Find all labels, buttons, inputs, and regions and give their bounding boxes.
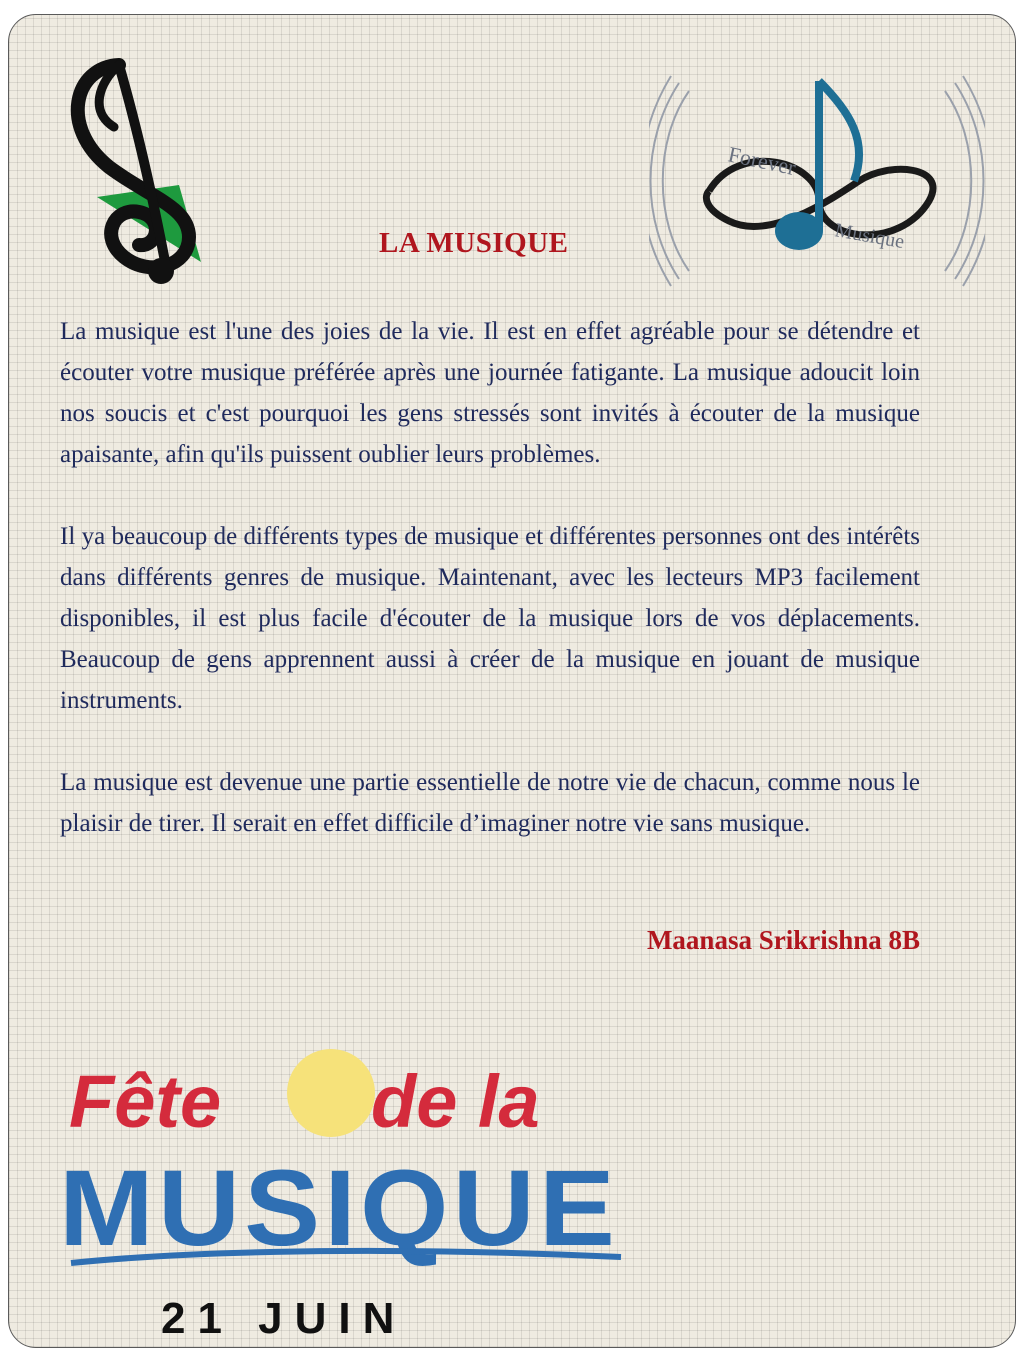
document-page [8,14,1016,1348]
page-title: LA MUSIQUE [379,227,569,259]
paragraph: La musique est l'une des joies de la vie. Il est en effet agréable pour se détendre et écouter votre musique préférée après une journée fatigante. La musique adoucit loin nos soucis et c'est pourquoi les gens stressés sont invités à écouter de la musique apaisante, afin qu'ils puissent oublier leurs problèmes. [60,318,920,468]
musique-word: MUSIQUE [59,1147,619,1268]
treble-clef-icon [39,57,209,289]
logo-word-forever: Forever [725,141,799,181]
date-text: 21 JUIN [161,1294,407,1343]
paragraph: Il ya beaucoup de différents types de musique et différentes personnes ont des intérêts dans différents genres de musique. Maintenant, avec les lecteurs MP3 facilement disponibles, il est plus facile d'écouter de la musique lors de vos déplacements. Beaucoup de gens apprennent aussi à créer de la musique en jouant de musique instruments. [60,523,920,714]
article-body [60,311,920,844]
forever-musique-logo [649,71,985,289]
sun-circle [287,1049,375,1137]
fete-word: Fête [69,1060,222,1143]
logo-word-musique: Musique [833,219,906,254]
de-la-words: de la [371,1060,540,1143]
paragraph: La musique est devenue une partie essentielle de notre vie de chacun, comme nous le plaisir de tirer. Il serait en effet difficile d’imaginer notre vie sans musique. [60,769,920,837]
fete-de-la-musique-logo [31,1035,651,1345]
author-signature: Maanasa Srikrishna 8B [646,925,920,955]
